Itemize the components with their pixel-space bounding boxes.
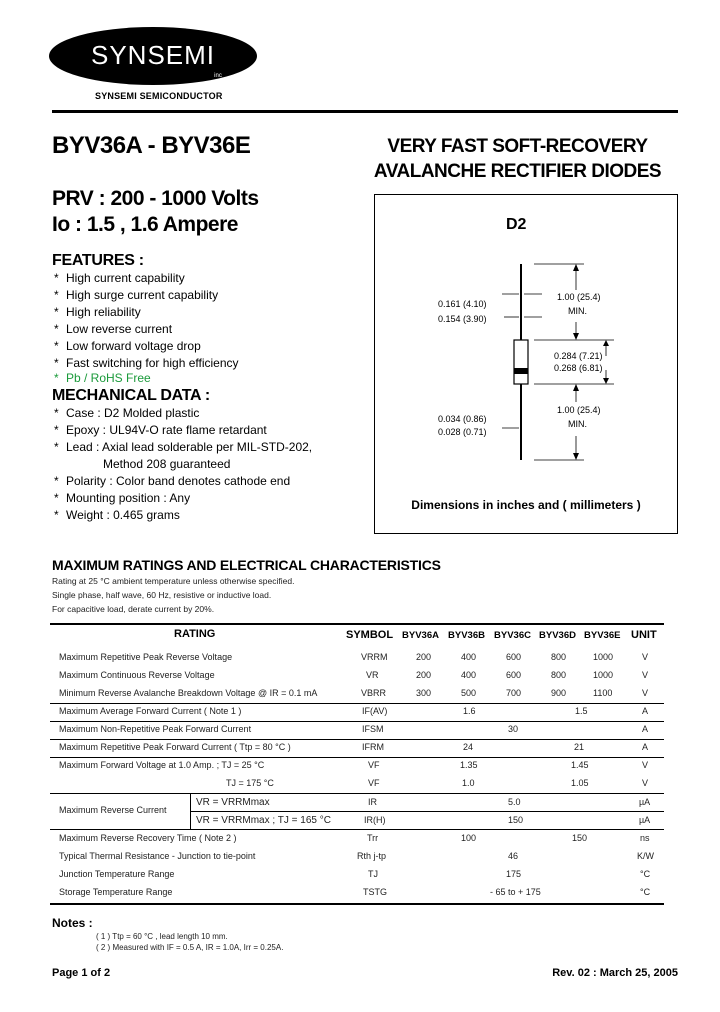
page-number: Page 1 of 2 [52,967,111,979]
table-row-symbol: Trr [367,833,379,843]
table-cell: 700 [506,688,522,698]
table-row-symbol: TSTG [363,887,387,897]
table-cell: - 65 to + 175 [490,887,541,897]
table-cell-unit: ns [640,833,650,843]
table-cell-unit: A [642,742,649,752]
table-cell-unit: °C [640,887,651,897]
table-cell: 175 [506,869,522,879]
col-part-b: BYV36B [448,630,485,641]
table-row-name: Typical Thermal Resistance - Junction to tie-point [59,851,256,861]
list-item: * Lead : Axial lead solderable per MIL-STD-202, [54,440,313,454]
table-row-name: Maximum Continuous Reverse Voltage [59,670,215,680]
ratings-heading: MAXIMUM RATINGS AND ELECTRICAL CHARACTERISTICS [52,557,441,573]
table-cell: 800 [551,652,567,662]
table-cell: 1.0 [462,778,475,788]
col-symbol: SYMBOL [346,629,394,641]
table-cell-unit: V [642,760,649,770]
table-cell: 800 [551,670,567,680]
logo-brand-suffix: inc [214,73,222,79]
list-item-rohs: * Pb / RoHS Free [54,371,151,385]
revision: Rev. 02 : March 25, 2005 [552,967,678,979]
table-row-symbol: VBRR [361,688,387,698]
part-number: BYV36A - BYV36E [52,132,251,159]
table-cell: 1.5 [575,706,588,716]
list-item: * High reliability [54,305,141,319]
table-row-symbol: VRRM [361,652,388,662]
diode-outline-drawing [374,194,678,534]
lead-length-top: 1.00 (25.4) [557,292,601,302]
table-row-name: TJ = 175 °C [226,778,274,788]
table-row-symbol: TJ [368,869,378,879]
table-cell-unit: K/W [637,851,654,861]
table-cell: 1.05 [571,778,589,788]
table-cell-unit: A [642,724,649,734]
notes-heading: Notes : [52,916,93,930]
list-item: * High surge current capability [54,288,219,302]
table-cell: 150 [508,815,524,825]
table-cell: 400 [461,652,477,662]
company-name: SYNSEMI SEMICONDUCTOR [95,91,223,101]
header-rule [52,110,678,113]
table-row-name: Maximum Non-Repetitive Peak Forward Current [59,724,252,734]
diagram-caption: Dimensions in inches and ( millimeters ) [411,498,641,512]
lead-dia-max: 0.161 (4.10) [438,299,487,309]
package-label: D2 [506,216,527,233]
note-item: ( 1 ) Ttp = 60 °C , lead length 10 mm. [96,932,228,941]
table-row-symbol: VF [368,778,380,788]
col-part-a: BYV36A [402,630,439,641]
table-row-name: Junction Temperature Range [59,869,175,879]
table-cell: 200 [416,670,432,680]
col-part-c: BYV36C [494,630,531,641]
list-item: * Mounting position : Any [54,491,191,505]
col-rating: RATING [174,628,216,640]
body-length-max: 0.284 (7.21) [554,351,603,361]
mechanical-heading: MECHANICAL DATA : [52,387,210,404]
table-cell: 46 [508,851,519,861]
table-row-name: Maximum Reverse Recovery Time ( Note 2 ) [59,833,237,843]
table-row-name: Minimum Reverse Avalanche Breakdown Voltage @ IR = 0.1 mA [59,688,318,698]
list-item: * Fast switching for high efficiency [54,356,239,370]
wire-dia-max: 0.034 (0.86) [438,414,487,424]
features-list [54,270,239,385]
table-cell: 1000 [593,652,614,662]
table-cell: 24 [463,742,474,752]
table-cell: 1.35 [460,760,478,770]
table-row-name: Maximum Repetitive Peak Reverse Voltage [59,652,233,662]
note-item: ( 2 ) Measured with IF = 0.5 A, IR = 1.0A, Irr = 0.25A. [96,943,284,952]
table-cell: 1100 [593,688,613,698]
table-row-symbol: IR(H) [364,815,386,825]
io-range: Io : 1.5 , 1.6 Ampere [52,213,238,236]
body-length-min: 0.268 (6.81) [554,363,603,373]
col-part-d: BYV36D [539,630,576,641]
notes-list [96,931,283,953]
lead-dia-min: 0.154 (3.90) [438,314,487,324]
table-row-symbol: VR [366,670,379,680]
table-row-name: Maximum Forward Voltage at 1.0 Amp. ; TJ = 25 °C [59,760,265,770]
table-cell: 100 [461,833,477,843]
table-cell: 1.6 [463,706,476,716]
ratings-note-1: Rating at 25 °C ambient temperature unless otherwise specified. [52,576,295,586]
table-cell: 150 [572,833,588,843]
table-row-symbol: IF(AV) [362,706,388,716]
prv-range: PRV : 200 - 1000 Volts [52,187,259,210]
title-line-2: AVALANCHE RECTIFIER DIODES [373,161,662,182]
table-cell: 400 [461,670,477,680]
list-item: * Weight : 0.465 grams [54,508,180,522]
list-item: * Low forward voltage drop [54,339,201,353]
table-cell: 200 [416,652,432,662]
col-unit: UNIT [631,629,657,641]
table-cell: 900 [551,688,567,698]
features-heading: FEATURES : [52,252,144,269]
table-cell: 30 [508,724,519,734]
list-item: * Case : D2 Molded plastic [54,406,200,420]
table-row-symbol: IFRM [362,742,384,752]
table-row-name: Maximum Repetitive Peak Forward Current ( Ttp = 80 °C ) [59,742,291,752]
table-row-symbol: Rth j-tp [357,851,387,861]
table-cell: 5.0 [508,797,521,807]
ratings-note-3: For capacitive load, derate current by 20%. [52,604,215,614]
table-row-symbol: IR [368,797,377,807]
min-label-top: MIN. [568,306,587,316]
table-cell: 500 [461,688,477,698]
list-item: * High current capability [54,271,185,285]
table-cell-unit: µA [639,815,651,825]
table-cell-unit: V [642,652,649,662]
synsemi-logo [48,26,258,86]
table-cell: 1.45 [571,760,589,770]
table-cell: 600 [506,670,522,680]
table-row-name: Storage Temperature Range [59,887,173,897]
table-row-condition: VR = VRRMmax ; TJ = 165 °C [196,815,331,826]
list-item: * Polarity : Color band denotes cathode end [54,474,291,488]
table-row-name: Maximum Reverse Current [59,805,167,815]
ratings-note-2: Single phase, half wave, 60 Hz, resistive or inductive load. [52,590,272,600]
table-cell: 600 [506,652,522,662]
table-cell-unit: V [642,778,649,788]
table-row-condition: VR = VRRMmax [196,797,270,808]
list-item: Method 208 guaranteed [103,457,231,471]
ratings-summary [52,186,259,238]
table-cell-unit: µA [639,797,651,807]
title-line-1: VERY FAST SOFT-RECOVERY [387,136,648,157]
table-cell: 21 [574,742,585,752]
table-cell-unit: A [642,706,649,716]
table-cell: 1000 [593,670,614,680]
ratings-table [50,623,664,905]
min-label-bottom: MIN. [568,419,587,429]
table-cell: 300 [416,688,432,698]
table-row-symbol: VF [368,760,380,770]
lead-length-bottom: 1.00 (25.4) [557,405,601,415]
mechanical-list [54,405,312,524]
table-cell-unit: °C [640,869,651,879]
table-cell-unit: V [642,670,649,680]
table-cell-unit: V [642,688,649,698]
list-item: * Epoxy : UL94V-O rate flame retardant [54,423,267,437]
col-part-e: BYV36E [584,630,621,641]
table-row-name: Maximum Average Forward Current ( Note 1 ) [59,706,242,716]
wire-dia-min: 0.028 (0.71) [438,427,487,437]
product-title [355,134,680,184]
table-row-symbol: IFSM [362,724,384,734]
logo-brand: SYNSEMI [90,40,216,70]
list-item: * Low reverse current [54,322,173,336]
